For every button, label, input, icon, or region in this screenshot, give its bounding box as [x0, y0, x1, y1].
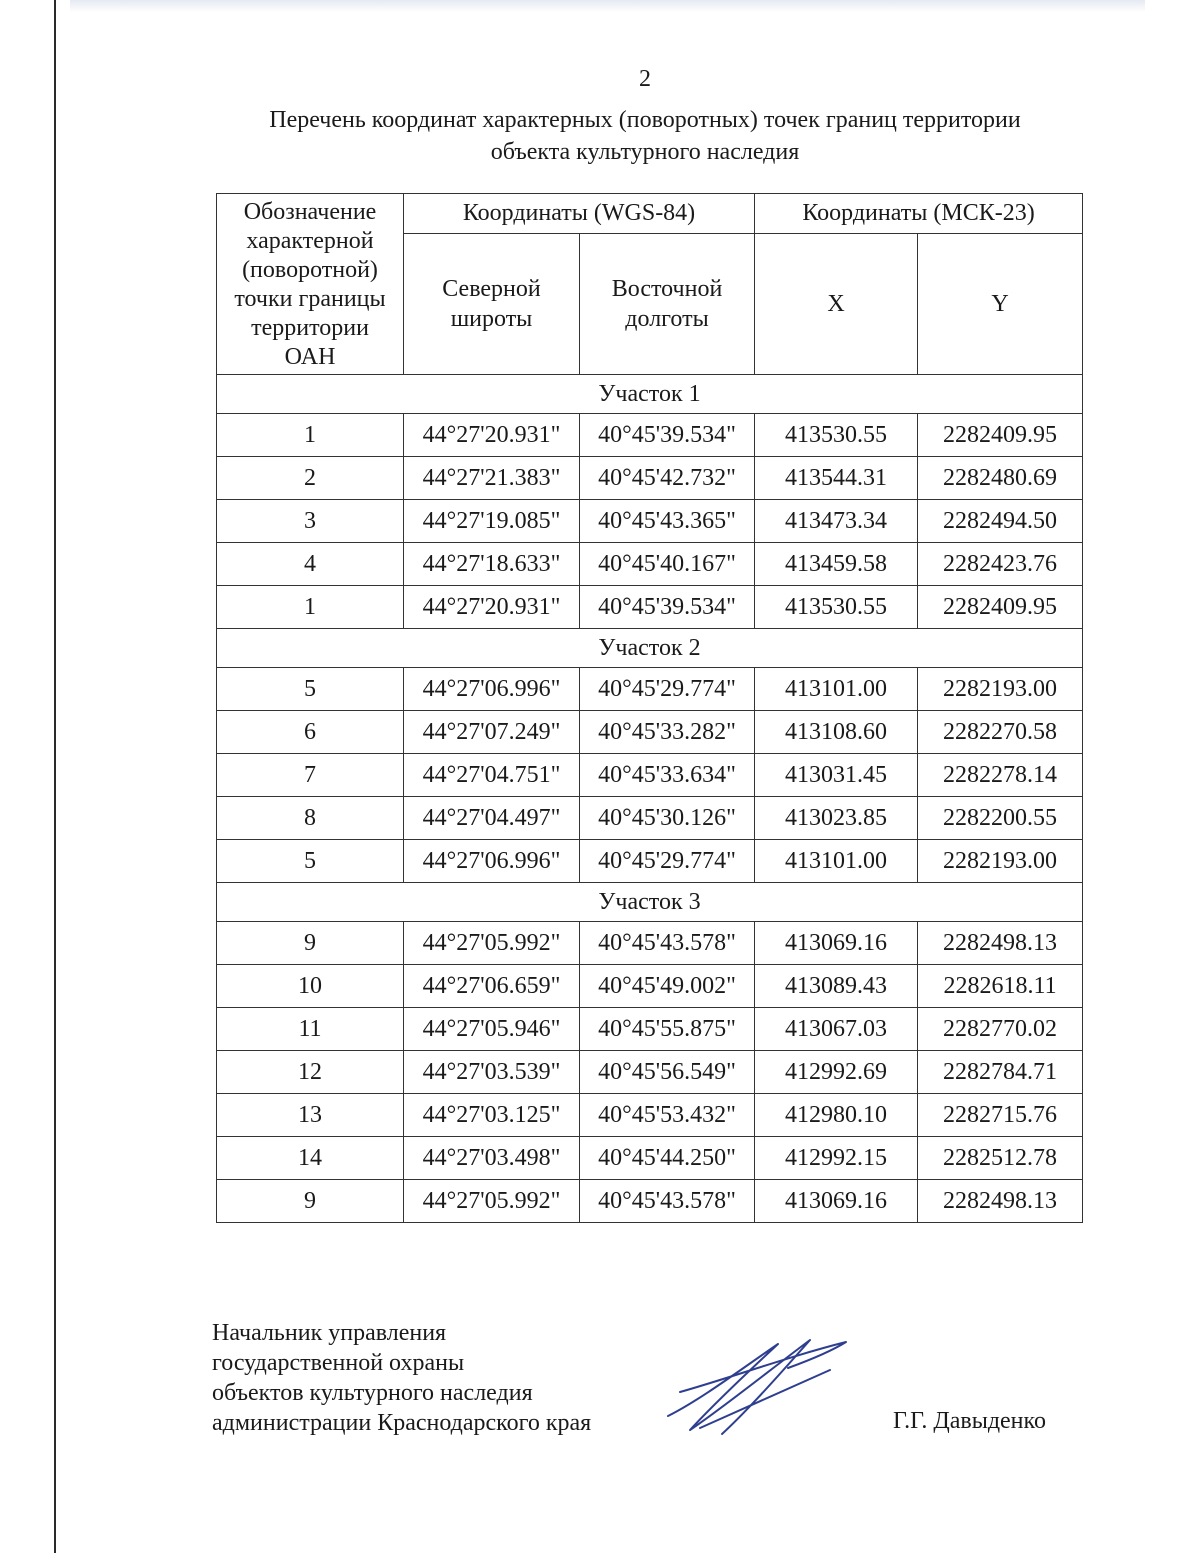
- x-cell: 413023.85: [755, 797, 918, 840]
- longitude-cell: 40°45'56.549": [580, 1051, 755, 1094]
- table-row: [217, 1137, 1083, 1180]
- latitude-cell: 44°27'07.249": [404, 711, 580, 754]
- x-cell: 413530.55: [755, 414, 918, 457]
- point-cell: 1: [217, 586, 404, 629]
- latitude-cell: 44°27'06.659": [404, 965, 580, 1008]
- longitude-cell: 40°45'53.432": [580, 1094, 755, 1137]
- latitude-cell: 44°27'05.992": [404, 922, 580, 965]
- header-east-longitude-line-1: Восточной: [611, 275, 723, 302]
- y-cell: 2282498.13: [918, 922, 1083, 965]
- point-cell: 5: [217, 840, 404, 883]
- x-cell: 412992.15: [755, 1137, 918, 1180]
- latitude-cell: 44°27'20.931": [404, 586, 580, 629]
- longitude-cell: 40°45'55.875": [580, 1008, 755, 1051]
- x-cell: 413101.00: [755, 668, 918, 711]
- point-cell: 6: [217, 711, 404, 754]
- point-cell: 1: [217, 414, 404, 457]
- table-row: [217, 414, 1083, 457]
- x-cell: 413530.55: [755, 586, 918, 629]
- y-cell: 2282770.02: [918, 1008, 1083, 1051]
- point-cell: 10: [217, 965, 404, 1008]
- signatory-position-line-4: администрации Краснодарского края: [212, 1410, 592, 1436]
- table-row: [217, 500, 1083, 543]
- table-row: [217, 1008, 1083, 1051]
- point-cell: 9: [217, 1180, 404, 1223]
- latitude-cell: 44°27'03.539": [404, 1051, 580, 1094]
- longitude-cell: 40°45'43.365": [580, 500, 755, 543]
- longitude-cell: 40°45'29.774": [580, 840, 755, 883]
- point-cell: 12: [217, 1051, 404, 1094]
- header-point-designation: Обозначение характерной (поворотной) точки границы территории ОАН: [217, 194, 404, 375]
- coordinates-table: [216, 193, 1083, 1223]
- latitude-cell: 44°27'21.383": [404, 457, 580, 500]
- table-row: [217, 1051, 1083, 1094]
- header-x: X: [755, 233, 918, 374]
- document-title-line-2: объекта культурного наследия: [490, 139, 800, 165]
- longitude-cell: 40°45'33.634": [580, 754, 755, 797]
- latitude-cell: 44°27'03.498": [404, 1137, 580, 1180]
- point-cell: 2: [217, 457, 404, 500]
- signatory-position: [212, 1318, 591, 1438]
- x-cell: 413067.03: [755, 1008, 918, 1051]
- longitude-cell: 40°45'40.167": [580, 543, 755, 586]
- x-cell: 413108.60: [755, 711, 918, 754]
- signature-stroke-2: [680, 1342, 846, 1392]
- point-cell: 7: [217, 754, 404, 797]
- header-north-latitude: [404, 233, 580, 374]
- table-row: [217, 711, 1083, 754]
- section-label: Участок 3: [217, 883, 1083, 922]
- table-row: [217, 586, 1083, 629]
- y-cell: 2282270.58: [918, 711, 1083, 754]
- longitude-cell: 40°45'33.282": [580, 711, 755, 754]
- header-wgs84: Координаты (WGS-84): [404, 194, 755, 234]
- y-cell: 2282494.50: [918, 500, 1083, 543]
- table-row: [217, 457, 1083, 500]
- y-cell: 2282200.55: [918, 797, 1083, 840]
- table-row: [217, 922, 1083, 965]
- section-row: [217, 375, 1083, 414]
- header-y: Y: [918, 233, 1083, 374]
- header-north-latitude-line-1: Северной: [442, 275, 541, 302]
- document-title: [200, 104, 1090, 168]
- longitude-cell: 40°45'42.732": [580, 457, 755, 500]
- longitude-cell: 40°45'43.578": [580, 922, 755, 965]
- y-cell: 2282278.14: [918, 754, 1083, 797]
- coordinates-table-body: [217, 375, 1083, 1223]
- table-row: [217, 797, 1083, 840]
- longitude-cell: 40°45'43.578": [580, 1180, 755, 1223]
- latitude-cell: 44°27'04.497": [404, 797, 580, 840]
- latitude-cell: 44°27'04.751": [404, 754, 580, 797]
- header-east-longitude: [580, 233, 755, 374]
- table-row: [217, 840, 1083, 883]
- x-cell: 413459.58: [755, 543, 918, 586]
- table-row: [217, 543, 1083, 586]
- longitude-cell: 40°45'44.250": [580, 1137, 755, 1180]
- point-cell: 11: [217, 1008, 404, 1051]
- latitude-cell: 44°27'06.996": [404, 668, 580, 711]
- scan-edge-left: [54, 0, 56, 1553]
- signature-stroke-1: [668, 1340, 810, 1434]
- signatory-position-line-2: государственной охраны: [212, 1350, 465, 1376]
- page-number: 2: [639, 66, 651, 92]
- signatory-position-line-1: Начальник управления: [212, 1320, 447, 1346]
- table-row: [217, 1180, 1083, 1223]
- x-cell: 413101.00: [755, 840, 918, 883]
- point-cell: 3: [217, 500, 404, 543]
- y-cell: 2282193.00: [918, 668, 1083, 711]
- point-cell: 4: [217, 543, 404, 586]
- y-cell: 2282409.95: [918, 586, 1083, 629]
- x-cell: 412980.10: [755, 1094, 918, 1137]
- y-cell: 2282512.78: [918, 1137, 1083, 1180]
- latitude-cell: 44°27'03.125": [404, 1094, 580, 1137]
- y-cell: 2282423.76: [918, 543, 1083, 586]
- table-row: [217, 1094, 1083, 1137]
- table-row: [217, 965, 1083, 1008]
- document-title-line-1: Перечень координат характерных (поворотных) точек границ территории: [269, 107, 1021, 133]
- x-cell: 413473.34: [755, 500, 918, 543]
- point-cell: 14: [217, 1137, 404, 1180]
- signatory-position-line-3: объектов культурного наследия: [212, 1380, 533, 1406]
- section-row: [217, 883, 1083, 922]
- y-cell: 2282784.71: [918, 1051, 1083, 1094]
- longitude-cell: 40°45'39.534": [580, 414, 755, 457]
- latitude-cell: 44°27'18.633": [404, 543, 580, 586]
- header-north-latitude-line-2: широты: [450, 305, 533, 332]
- point-cell: 9: [217, 922, 404, 965]
- x-cell: 413089.43: [755, 965, 918, 1008]
- latitude-cell: 44°27'05.946": [404, 1008, 580, 1051]
- header-east-longitude-line-2: долготы: [625, 305, 709, 332]
- y-cell: 2282498.13: [918, 1180, 1083, 1223]
- handwritten-signature: [660, 1330, 855, 1440]
- y-cell: 2282715.76: [918, 1094, 1083, 1137]
- table-row: [217, 754, 1083, 797]
- section-label: Участок 2: [217, 629, 1083, 668]
- latitude-cell: 44°27'19.085": [404, 500, 580, 543]
- section-row: [217, 629, 1083, 668]
- latitude-cell: 44°27'05.992": [404, 1180, 580, 1223]
- longitude-cell: 40°45'29.774": [580, 668, 755, 711]
- header-msk23: Координаты (МСК-23): [755, 194, 1083, 234]
- point-cell: 13: [217, 1094, 404, 1137]
- latitude-cell: 44°27'06.996": [404, 840, 580, 883]
- point-cell: 8: [217, 797, 404, 840]
- latitude-cell: 44°27'20.931": [404, 414, 580, 457]
- coordinates-table-header: [217, 194, 1083, 375]
- y-cell: 2282480.69: [918, 457, 1083, 500]
- point-cell: 5: [217, 668, 404, 711]
- y-cell: 2282193.00: [918, 840, 1083, 883]
- y-cell: 2282618.11: [918, 965, 1083, 1008]
- x-cell: 413069.16: [755, 1180, 918, 1223]
- signatory-name: Г.Г. Давыденко: [893, 1408, 1046, 1434]
- table-row: [217, 668, 1083, 711]
- section-label: Участок 1: [217, 375, 1083, 414]
- longitude-cell: 40°45'39.534": [580, 586, 755, 629]
- x-cell: 413069.16: [755, 922, 918, 965]
- x-cell: 413544.31: [755, 457, 918, 500]
- y-cell: 2282409.95: [918, 414, 1083, 457]
- x-cell: 412992.69: [755, 1051, 918, 1094]
- longitude-cell: 40°45'30.126": [580, 797, 755, 840]
- x-cell: 413031.45: [755, 754, 918, 797]
- longitude-cell: 40°45'49.002": [580, 965, 755, 1008]
- scan-edge-top: [70, 0, 1145, 12]
